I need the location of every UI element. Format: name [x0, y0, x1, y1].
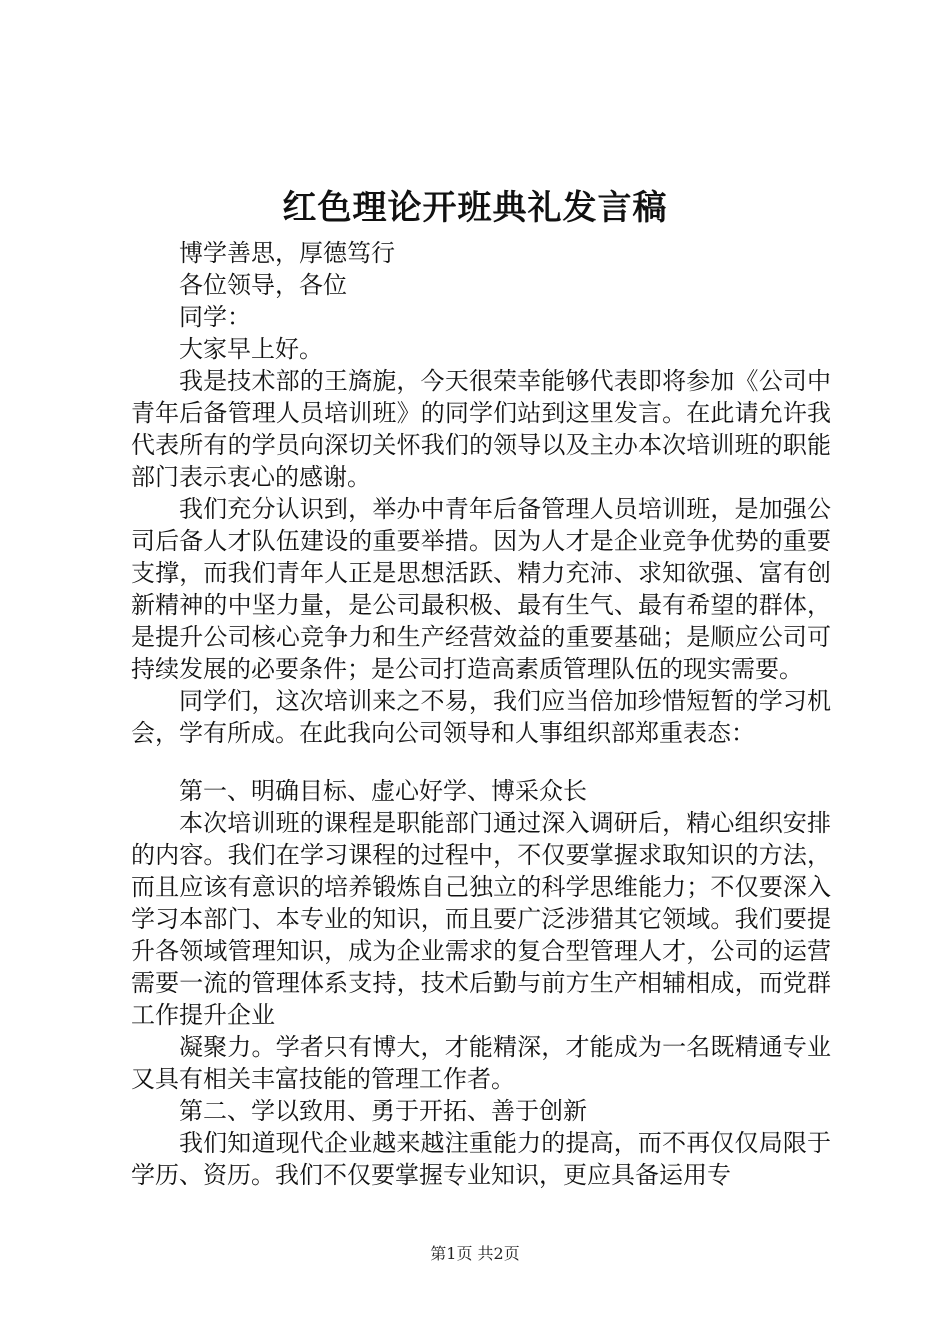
- section-heading-2: 第二、学以致用、勇于开拓、善于创新: [179, 1097, 587, 1125]
- paragraph-intro: 我是技术部的王旖旎，今天很荣幸能够代表即将参加《公司中青年后备管理人员培训班》的同学们站到这里发言。在此请允许我代表所有的学员向深切关怀我们的领导以及主办本次培训班的职能部门表示衷心的感谢。: [131, 367, 831, 491]
- paragraph-commitment: 同学们，这次培训来之不易，我们应当倍加珍惜短暂的学习机会，学有所成。在此我向公司领导和人事组织部郑重表态：: [131, 687, 831, 747]
- paragraph-section-1: 本次培训班的课程是职能部门通过深入调研后，精心组织安排的内容。我们在学习课程的过程中，不仅要掌握求取知识的方法，而且应该有意识的培养锻炼自己独立的科学思维能力；不仅要深入学习本部门、本专业的知识，而且要广泛涉猎其它领域。我们要提升各领域管理知识，成为企业需求的复合型管理人才，公司的运营需要一流的管理体系支持，技术后勤与前方生产相辅相成，而党群工作提升企业: [131, 809, 831, 1029]
- paragraph-motto: 博学善思，厚德笃行: [179, 239, 395, 267]
- paragraph-significance: 我们充分认识到，举办中青年后备管理人员培训班，是加强公司后备人才队伍建设的重要举措。因为人才是企业竞争优势的重要支撑，而我们青年人正是思想活跃、精力充沛、求知欲强、富有创新精神的中坚力量，是公司最积极、最有生气、最有希望的群体，是提升公司核心竞争力和生产经营效益的重要基础；是顺应公司可持续发展的必要条件；是公司打造高素质管理队伍的现实需要。: [131, 495, 831, 683]
- paragraph-salutation: 各位领导，各位: [179, 271, 347, 299]
- paragraph-section-1-cont: 凝聚力。学者只有博大，才能精深，才能成为一名既精通专业又具有相关丰富技能的管理工作者。: [131, 1033, 831, 1093]
- section-heading-1: 第一、明确目标、虚心好学、博采众长: [179, 777, 587, 805]
- paragraph-section-2: 我们知道现代企业越来越注重能力的提高，而不再仅仅局限于学历、资历。我们不仅要掌握专业知识，更应具备运用专: [131, 1129, 831, 1189]
- paragraph-greeting: 大家早上好。: [179, 335, 323, 363]
- document-title: 红色理论开班典礼发言稿: [282, 188, 668, 228]
- document-body: [131, 237, 831, 1191]
- page-footer: 第1页 共2页: [430, 1244, 520, 1263]
- paragraph-salutation-cont: 同学：: [179, 303, 251, 331]
